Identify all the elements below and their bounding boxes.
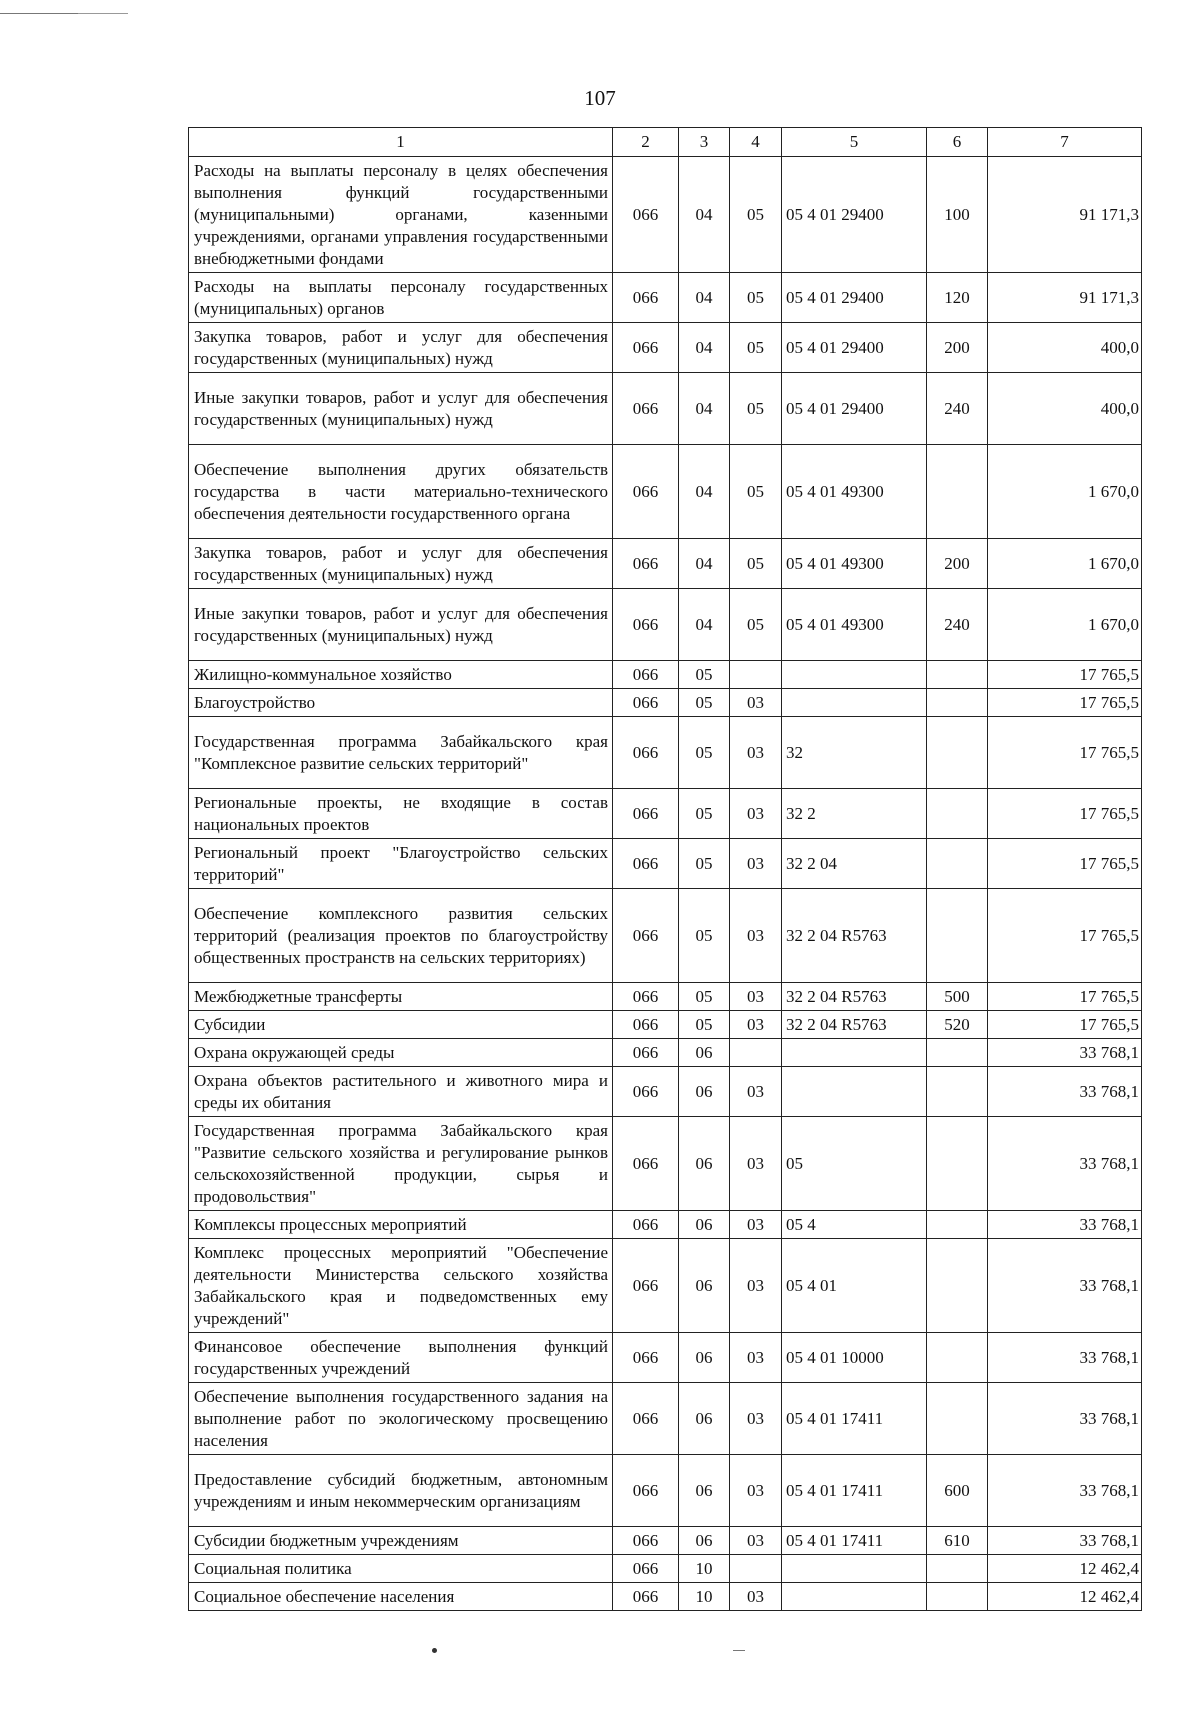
row-name-cell: Региональный проект "Благоустройство сельских территорий" <box>189 839 613 889</box>
ved-code-cell: 066 <box>613 983 679 1011</box>
amount-cell: 17 765,5 <box>988 1011 1142 1039</box>
subsection-code-cell: 05 <box>730 445 782 539</box>
ved-code-cell: 066 <box>613 373 679 445</box>
target-article-cell: 32 2 04 R5763 <box>782 1011 927 1039</box>
section-code-cell: 06 <box>679 1333 730 1383</box>
expense-type-cell <box>927 1239 988 1333</box>
subsection-code-cell: 03 <box>730 1455 782 1527</box>
amount-cell: 400,0 <box>988 373 1142 445</box>
expense-type-cell: 240 <box>927 589 988 661</box>
column-header: 3 <box>679 128 730 157</box>
subsection-code-cell: 05 <box>730 373 782 445</box>
target-article-cell: 05 4 01 10000 <box>782 1333 927 1383</box>
section-code-cell: 04 <box>679 589 730 661</box>
table-body <box>189 128 1142 1611</box>
table-row <box>189 983 1142 1011</box>
target-article-cell: 32 2 <box>782 789 927 839</box>
amount-cell: 91 171,3 <box>988 273 1142 323</box>
expense-type-cell <box>927 445 988 539</box>
section-code-cell: 05 <box>679 1011 730 1039</box>
row-name-cell: Охрана объектов растительного и животного мира и среды их обитания <box>189 1067 613 1117</box>
target-article-cell <box>782 1555 927 1583</box>
table-row <box>189 445 1142 539</box>
subsection-code-cell: 03 <box>730 839 782 889</box>
amount-cell: 12 462,4 <box>988 1583 1142 1611</box>
table-row <box>189 661 1142 689</box>
target-article-cell: 05 4 01 49300 <box>782 589 927 661</box>
section-code-cell: 06 <box>679 1527 730 1555</box>
amount-cell: 33 768,1 <box>988 1455 1142 1527</box>
subsection-code-cell: 03 <box>730 789 782 839</box>
target-article-cell: 05 4 01 29400 <box>782 157 927 273</box>
expense-type-cell <box>927 1333 988 1383</box>
expense-type-cell <box>927 839 988 889</box>
section-code-cell: 04 <box>679 157 730 273</box>
row-name-cell: Охрана окружающей среды <box>189 1039 613 1067</box>
subsection-code-cell: 03 <box>730 1211 782 1239</box>
section-code-cell: 04 <box>679 273 730 323</box>
subsection-code-cell: 03 <box>730 1583 782 1611</box>
table-row <box>189 889 1142 983</box>
subsection-code-cell: 03 <box>730 1527 782 1555</box>
ved-code-cell: 066 <box>613 889 679 983</box>
subsection-code-cell: 03 <box>730 1333 782 1383</box>
ved-code-cell: 066 <box>613 1555 679 1583</box>
ved-code-cell: 066 <box>613 1383 679 1455</box>
table-row <box>189 1011 1142 1039</box>
section-code-cell: 10 <box>679 1583 730 1611</box>
expense-type-cell: 600 <box>927 1455 988 1527</box>
row-name-cell: Расходы на выплаты персоналу в целях обеспечения выполнения функций государственными (муниципальными) органами, казенными учреждениями, органами управления государственными внебюджетными фондами <box>189 157 613 273</box>
ved-code-cell: 066 <box>613 1067 679 1117</box>
ved-code-cell: 066 <box>613 539 679 589</box>
amount-cell: 12 462,4 <box>988 1555 1142 1583</box>
ved-code-cell: 066 <box>613 323 679 373</box>
subsection-code-cell: 03 <box>730 717 782 789</box>
ved-code-cell: 066 <box>613 1011 679 1039</box>
table-row <box>189 323 1142 373</box>
row-name-cell: Межбюджетные трансферты <box>189 983 613 1011</box>
column-header: 5 <box>782 128 927 157</box>
table-row <box>189 1211 1142 1239</box>
amount-cell: 33 768,1 <box>988 1211 1142 1239</box>
table-row <box>189 789 1142 839</box>
table-row <box>189 273 1142 323</box>
row-name-cell: Субсидии бюджетным учреждениям <box>189 1527 613 1555</box>
amount-cell: 1 670,0 <box>988 445 1142 539</box>
target-article-cell: 05 4 01 <box>782 1239 927 1333</box>
table-row <box>189 1455 1142 1527</box>
expense-type-cell <box>927 1555 988 1583</box>
ved-code-cell: 066 <box>613 1211 679 1239</box>
row-name-cell: Закупка товаров, работ и услуг для обеспечения государственных (муниципальных) нужд <box>189 539 613 589</box>
amount-cell: 17 765,5 <box>988 983 1142 1011</box>
amount-cell: 91 171,3 <box>988 157 1142 273</box>
section-code-cell: 04 <box>679 373 730 445</box>
column-header: 2 <box>613 128 679 157</box>
ved-code-cell: 066 <box>613 1527 679 1555</box>
table-row <box>189 1383 1142 1455</box>
row-name-cell: Финансовое обеспечение выполнения функций государственных учреждений <box>189 1333 613 1383</box>
target-article-cell: 05 4 01 49300 <box>782 445 927 539</box>
amount-cell: 17 765,5 <box>988 889 1142 983</box>
scan-artifact-line <box>78 13 128 14</box>
section-code-cell: 04 <box>679 539 730 589</box>
amount-cell: 17 765,5 <box>988 839 1142 889</box>
amount-cell: 17 765,5 <box>988 717 1142 789</box>
ved-code-cell: 066 <box>613 273 679 323</box>
amount-cell: 33 768,1 <box>988 1383 1142 1455</box>
section-code-cell: 06 <box>679 1239 730 1333</box>
expense-type-cell <box>927 789 988 839</box>
section-code-cell: 05 <box>679 983 730 1011</box>
amount-cell: 1 670,0 <box>988 589 1142 661</box>
table-row <box>189 1583 1142 1611</box>
target-article-cell: 05 4 01 17411 <box>782 1527 927 1555</box>
ved-code-cell: 066 <box>613 1333 679 1383</box>
expense-type-cell: 610 <box>927 1527 988 1555</box>
table-row <box>189 1239 1142 1333</box>
section-code-cell: 06 <box>679 1211 730 1239</box>
target-article-cell: 32 <box>782 717 927 789</box>
amount-cell: 17 765,5 <box>988 661 1142 689</box>
section-code-cell: 05 <box>679 717 730 789</box>
expense-type-cell <box>927 1117 988 1211</box>
ved-code-cell: 066 <box>613 1239 679 1333</box>
ved-code-cell: 066 <box>613 789 679 839</box>
table-row <box>189 1039 1142 1067</box>
ved-code-cell: 066 <box>613 661 679 689</box>
expense-type-cell <box>927 1067 988 1117</box>
table-header-row <box>189 128 1142 157</box>
amount-cell: 1 670,0 <box>988 539 1142 589</box>
expense-type-cell <box>927 1039 988 1067</box>
section-code-cell: 10 <box>679 1555 730 1583</box>
target-article-cell: 05 <box>782 1117 927 1211</box>
target-article-cell <box>782 1067 927 1117</box>
ved-code-cell: 066 <box>613 1039 679 1067</box>
expense-type-cell <box>927 689 988 717</box>
subsection-code-cell <box>730 1555 782 1583</box>
ved-code-cell: 066 <box>613 157 679 273</box>
section-code-cell: 05 <box>679 789 730 839</box>
expense-type-cell: 500 <box>927 983 988 1011</box>
column-header: 7 <box>988 128 1142 157</box>
row-name-cell: Социальное обеспечение населения <box>189 1583 613 1611</box>
table-row <box>189 1333 1142 1383</box>
row-name-cell: Жилищно-коммунальное хозяйство <box>189 661 613 689</box>
amount-cell: 33 768,1 <box>988 1117 1142 1211</box>
amount-cell: 400,0 <box>988 323 1142 373</box>
row-name-cell: Обеспечение выполнения других обязательств государства в части материально-технического обеспечения деятельности государственного органа <box>189 445 613 539</box>
row-name-cell: Закупка товаров, работ и услуг для обеспечения государственных (муниципальных) нужд <box>189 323 613 373</box>
row-name-cell: Обеспечение комплексного развития сельских территорий (реализация проектов по благоустройству общественных пространств на сельских территориях) <box>189 889 613 983</box>
section-code-cell: 04 <box>679 323 730 373</box>
table-row <box>189 717 1142 789</box>
row-name-cell: Обеспечение выполнения государственного задания на выполнение работ по экологическому просвещению населения <box>189 1383 613 1455</box>
section-code-cell: 06 <box>679 1455 730 1527</box>
subsection-code-cell: 03 <box>730 1067 782 1117</box>
row-name-cell: Комплекс процессных мероприятий "Обеспечение деятельности Министерства сельского хозяйства Забайкальского края и подведомственных ему учреждений" <box>189 1239 613 1333</box>
column-header: 4 <box>730 128 782 157</box>
column-header: 1 <box>189 128 613 157</box>
subsection-code-cell <box>730 1039 782 1067</box>
section-code-cell: 05 <box>679 661 730 689</box>
row-name-cell: Предоставление субсидий бюджетным, автономным учреждениям и иным некоммерческим организациям <box>189 1455 613 1527</box>
target-article-cell: 05 4 01 49300 <box>782 539 927 589</box>
subsection-code-cell: 03 <box>730 689 782 717</box>
row-name-cell: Расходы на выплаты персоналу государственных (муниципальных) органов <box>189 273 613 323</box>
table-row <box>189 373 1142 445</box>
amount-cell: 33 768,1 <box>988 1239 1142 1333</box>
row-name-cell: Государственная программа Забайкальского края "Комплексное развитие сельских территорий" <box>189 717 613 789</box>
subsection-code-cell: 03 <box>730 1383 782 1455</box>
ved-code-cell: 066 <box>613 717 679 789</box>
table-row <box>189 1527 1142 1555</box>
table-row <box>189 157 1142 273</box>
table-row <box>189 689 1142 717</box>
ved-code-cell: 066 <box>613 1455 679 1527</box>
expense-type-cell <box>927 1383 988 1455</box>
target-article-cell <box>782 661 927 689</box>
section-code-cell: 06 <box>679 1039 730 1067</box>
target-article-cell: 05 4 01 29400 <box>782 273 927 323</box>
expense-type-cell: 240 <box>927 373 988 445</box>
page-number: 107 <box>584 86 616 110</box>
section-code-cell: 05 <box>679 689 730 717</box>
amount-cell: 33 768,1 <box>988 1527 1142 1555</box>
target-article-cell: 32 2 04 R5763 <box>782 889 927 983</box>
column-header: 6 <box>927 128 988 157</box>
expense-type-cell: 200 <box>927 539 988 589</box>
subsection-code-cell: 05 <box>730 539 782 589</box>
row-name-cell: Иные закупки товаров, работ и услуг для обеспечения государственных (муниципальных) нужд <box>189 589 613 661</box>
expense-type-cell: 100 <box>927 157 988 273</box>
subsection-code-cell: 05 <box>730 157 782 273</box>
subsection-code-cell <box>730 661 782 689</box>
subsection-code-cell: 05 <box>730 323 782 373</box>
ved-code-cell: 066 <box>613 689 679 717</box>
row-name-cell: Комплексы процессных мероприятий <box>189 1211 613 1239</box>
expense-type-cell <box>927 717 988 789</box>
amount-cell: 17 765,5 <box>988 689 1142 717</box>
ved-code-cell: 066 <box>613 1117 679 1211</box>
row-name-cell: Региональные проекты, не входящие в состав национальных проектов <box>189 789 613 839</box>
expense-type-cell <box>927 889 988 983</box>
amount-cell: 33 768,1 <box>988 1067 1142 1117</box>
target-article-cell: 05 4 <box>782 1211 927 1239</box>
expense-type-cell: 120 <box>927 273 988 323</box>
row-name-cell: Благоустройство <box>189 689 613 717</box>
section-code-cell: 06 <box>679 1383 730 1455</box>
amount-cell: 17 765,5 <box>988 789 1142 839</box>
target-article-cell: 32 2 04 R5763 <box>782 983 927 1011</box>
expense-type-cell <box>927 1583 988 1611</box>
scan-artifact-dot <box>432 1648 437 1653</box>
row-name-cell: Социальная политика <box>189 1555 613 1583</box>
section-code-cell: 06 <box>679 1117 730 1211</box>
scan-artifact-line <box>733 1650 745 1651</box>
target-article-cell: 05 4 01 17411 <box>782 1455 927 1527</box>
ved-code-cell: 066 <box>613 839 679 889</box>
ved-code-cell: 066 <box>613 445 679 539</box>
section-code-cell: 04 <box>679 445 730 539</box>
expense-type-cell: 200 <box>927 323 988 373</box>
subsection-code-cell: 03 <box>730 1239 782 1333</box>
amount-cell: 33 768,1 <box>988 1333 1142 1383</box>
target-article-cell <box>782 1039 927 1067</box>
target-article-cell: 32 2 04 <box>782 839 927 889</box>
table-row <box>189 1117 1142 1211</box>
ved-code-cell: 066 <box>613 1583 679 1611</box>
target-article-cell <box>782 689 927 717</box>
expense-type-cell <box>927 661 988 689</box>
row-name-cell: Субсидии <box>189 1011 613 1039</box>
subsection-code-cell: 03 <box>730 1011 782 1039</box>
section-code-cell: 05 <box>679 839 730 889</box>
section-code-cell: 05 <box>679 889 730 983</box>
row-name-cell: Иные закупки товаров, работ и услуг для обеспечения государственных (муниципальных) нужд <box>189 373 613 445</box>
table-row <box>189 1067 1142 1117</box>
amount-cell: 33 768,1 <box>988 1039 1142 1067</box>
subsection-code-cell: 05 <box>730 589 782 661</box>
subsection-code-cell: 03 <box>730 1117 782 1211</box>
section-code-cell: 06 <box>679 1067 730 1117</box>
target-article-cell: 05 4 01 29400 <box>782 323 927 373</box>
table-row <box>189 1555 1142 1583</box>
expense-type-cell <box>927 1211 988 1239</box>
row-name-cell: Государственная программа Забайкальского края "Развитие сельского хозяйства и регулирование рынков сельскохозяйственной продукции, сырья и продовольствия" <box>189 1117 613 1211</box>
target-article-cell <box>782 1583 927 1611</box>
target-article-cell: 05 4 01 17411 <box>782 1383 927 1455</box>
subsection-code-cell: 03 <box>730 889 782 983</box>
table-row <box>189 839 1142 889</box>
subsection-code-cell: 03 <box>730 983 782 1011</box>
table-row <box>189 539 1142 589</box>
expense-type-cell: 520 <box>927 1011 988 1039</box>
budget-table <box>188 127 1142 1611</box>
table-row <box>189 589 1142 661</box>
target-article-cell: 05 4 01 29400 <box>782 373 927 445</box>
ved-code-cell: 066 <box>613 589 679 661</box>
subsection-code-cell: 05 <box>730 273 782 323</box>
